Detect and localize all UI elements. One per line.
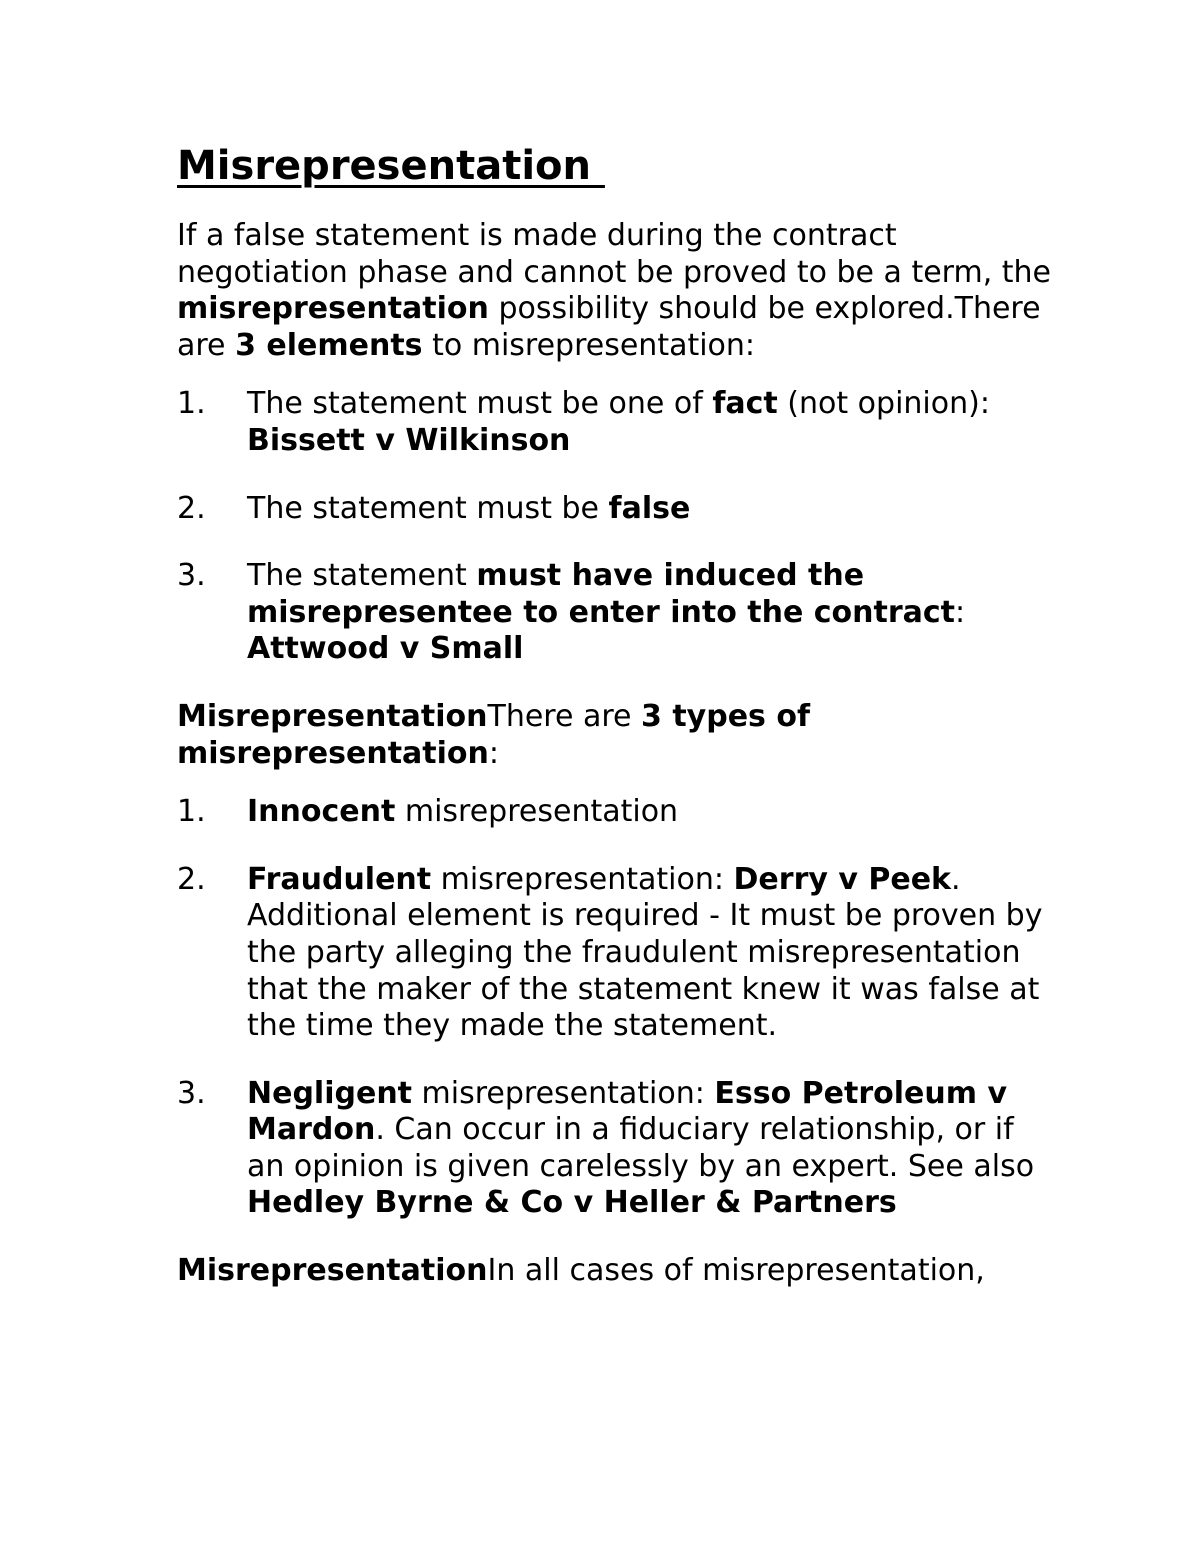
item-bold: must have induced the misrepresentee to enter into the contract — [247, 558, 956, 630]
intro-bold-1: misrepresentation — [177, 291, 489, 327]
intro-text-2: possibility should be explored.There are — [177, 291, 1041, 363]
section-label: Misrepresentation — [177, 1253, 488, 1289]
elements-list — [177, 386, 1057, 668]
para-text: : — [488, 735, 500, 771]
item-bold: Innocent — [247, 794, 396, 830]
item-bold: Fraudulent — [247, 861, 432, 897]
item-text: The statement must be — [247, 490, 609, 526]
item-text: (not opinion): — [777, 386, 990, 422]
document-page — [177, 138, 1057, 1312]
item-text: The statement — [247, 558, 477, 594]
intro-bold-2: 3 elements — [235, 327, 423, 363]
para-text: There are — [487, 698, 642, 734]
intro-paragraph — [177, 218, 1057, 364]
item-text: misrepresentation: — [431, 861, 734, 897]
list-number: 1. — [177, 794, 206, 830]
item-text: misrepresentation: — [412, 1075, 715, 1111]
item-bold: false — [608, 490, 691, 526]
list-number: 3. — [177, 1075, 206, 1111]
list-item — [177, 1076, 1057, 1222]
case-name: Bissett v Wilkinson — [247, 422, 571, 458]
item-text: . Additional element is required - It must be proven by the party alleging the fraudulent misrepresentation that the maker of the statement knew it was false at the time they made the statement. — [247, 861, 1043, 1044]
page-title: Misrepresentation — [177, 143, 605, 189]
list-item — [177, 862, 1057, 1045]
section-label: Misrepresentation — [177, 698, 488, 734]
item-bold: Negligent — [247, 1075, 413, 1111]
case-name: Attwood v Small — [247, 631, 524, 667]
list-number: 3. — [177, 558, 206, 594]
list-number: 1. — [177, 386, 206, 422]
list-number: 2. — [177, 490, 206, 526]
para-text: In all cases of misrepresentation, — [487, 1253, 985, 1289]
item-text: misrepresentation — [395, 794, 679, 830]
types-intro-paragraph — [177, 699, 1057, 772]
item-text: : — [955, 594, 966, 630]
case-name: Derry v Peek — [733, 861, 952, 897]
list-item — [177, 491, 1057, 528]
para-bold: 3 types of misrepresentation — [177, 698, 811, 771]
item-bold: fact — [712, 386, 778, 422]
list-item — [177, 558, 1057, 668]
item-text: The statement must be one of — [247, 386, 713, 422]
item-text: . Can occur in a fiduciary relationship, or if an opinion is given carelessly by an expert. See also — [247, 1112, 1035, 1184]
case-name: Hedley Byrne & Co v Heller & Partners — [247, 1185, 897, 1221]
list-number: 2. — [177, 861, 206, 897]
list-item — [177, 386, 1057, 459]
list-item — [177, 794, 1057, 831]
intro-text-1: If a false statement is made during the contract negotiation phase and cannot be proved to be a term, the — [177, 218, 1052, 290]
intro-text-3: to misrepresentation: — [422, 327, 756, 363]
case-name: Esso Petroleum v Mardon — [247, 1075, 1007, 1148]
closing-paragraph — [177, 1253, 1057, 1290]
types-list — [177, 794, 1057, 1222]
